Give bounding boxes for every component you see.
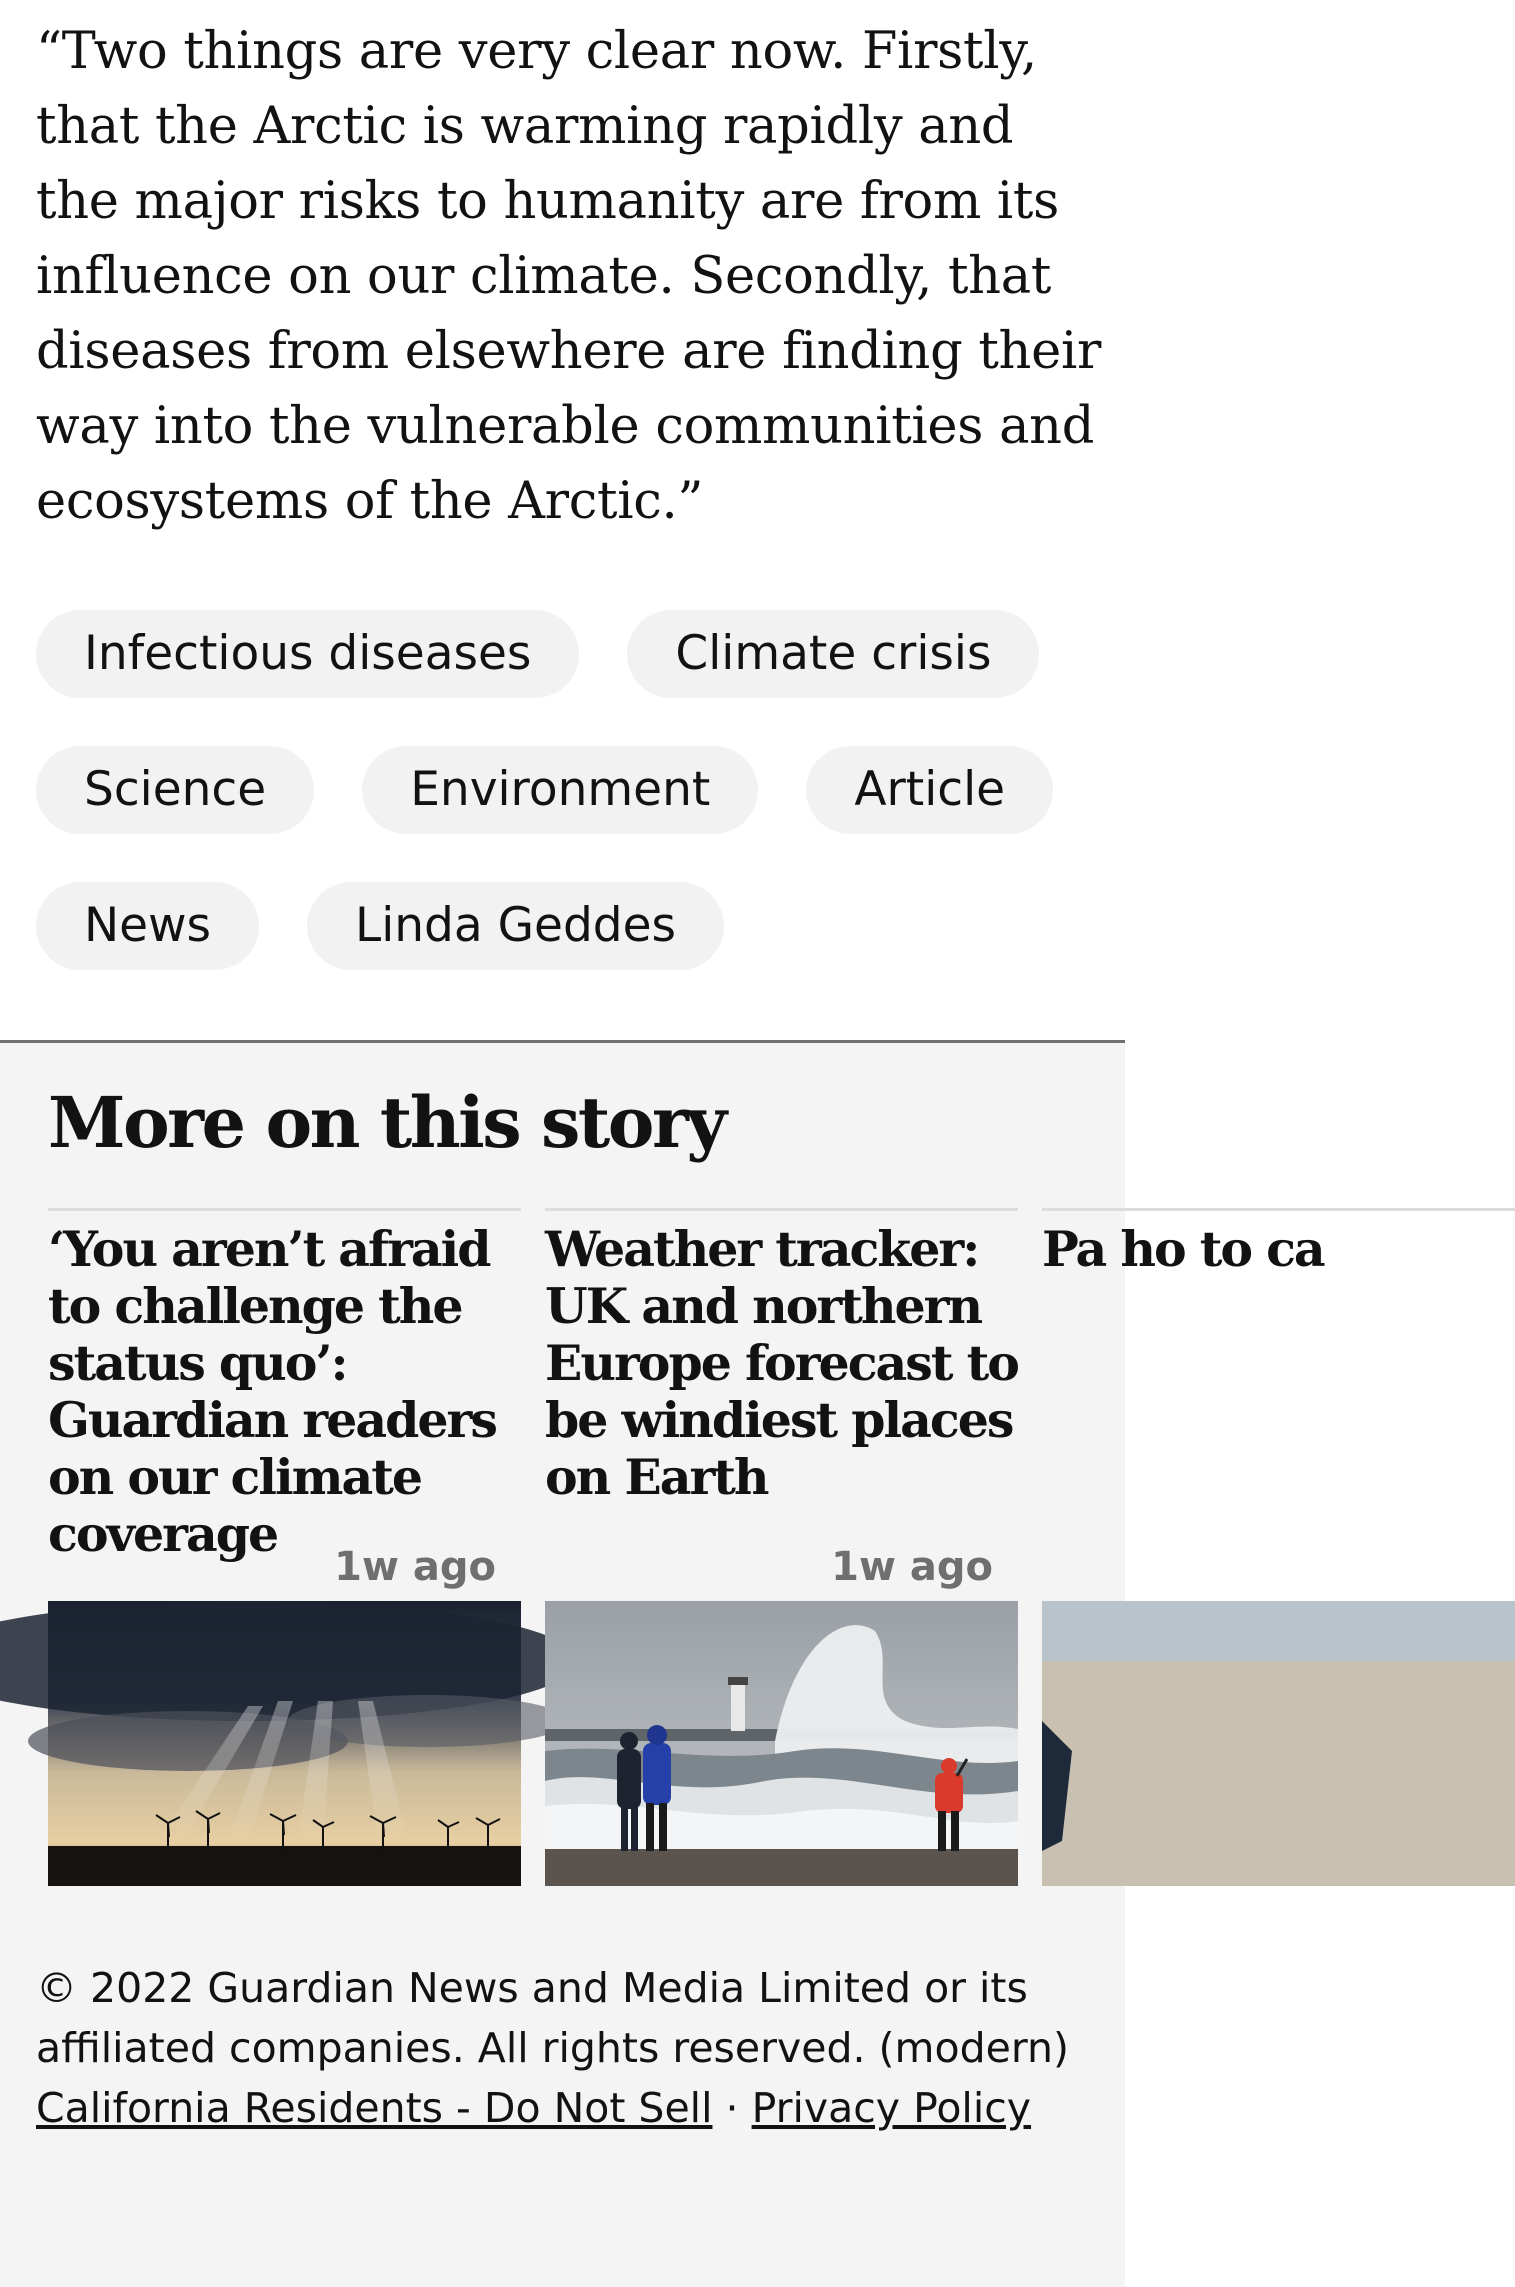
story-card-partial[interactable] [1042,1208,1515,1886]
tag-news[interactable]: News [36,882,259,970]
storm-waves-image[interactable] [545,1601,1018,1886]
wind-farm-photo [48,1601,521,1886]
story-carousel[interactable] [48,1208,1324,1958]
do-not-sell-link[interactable]: California Residents - Do Not Sell [36,2084,713,2132]
article-quote: “Two things are very clear now. Firstly, that the Arctic is warming rapidly and the major risks to humanity are from its influence on our climate. Secondly, that diseases from elsewhere are finding their way into the vulnerable communities and ecosystems of the Arctic.” [36,22,1102,531]
tag-infectious-diseases[interactable]: Infectious diseases [36,610,579,698]
story-age [1042,1541,1515,1593]
site-footer [36,1958,1106,2138]
section-title: More on this story [48,1081,725,1164]
storm-waves-photo [545,1601,1018,1886]
story-age: 1w ago [334,1544,496,1590]
card-divider [1042,1208,1515,1211]
copyright-text: © 2022 Guardian News and Media Limited or its affiliated companies. All rights reserved. (modern) [36,1964,1069,2072]
card-divider [545,1208,1018,1211]
tag-climate-crisis[interactable]: Climate crisis [627,610,1039,698]
story-headline[interactable]: Pa ho to ca [1042,1220,1324,1278]
partial-beach-photo [1042,1601,1515,1886]
tag-list [36,610,1096,1018]
card-divider [48,1208,521,1211]
tag-linda-geddes[interactable]: Linda Geddes [307,882,724,970]
wind-farm-image[interactable] [48,1601,521,1886]
partial-image[interactable] [1042,1601,1515,1886]
story-age: 1w ago [831,1544,993,1590]
footer-separator: · [725,2084,739,2132]
story-card[interactable] [545,1208,1018,1886]
story-headline[interactable]: Weather tracker: UK and northern Europe forecast to be windiest places on Earth [545,1220,1018,1506]
story-headline[interactable]: ‘You aren’t afraid to challenge the status quo’: Guardian readers on our climate coverage [48,1220,496,1563]
tag-science[interactable]: Science [36,746,314,834]
story-card[interactable] [48,1208,521,1886]
tag-environment[interactable]: Environment [362,746,758,834]
more-on-this-story-section [0,1040,1324,2287]
tag-article[interactable]: Article [806,746,1053,834]
privacy-policy-link[interactable]: Privacy Policy [751,2084,1032,2132]
